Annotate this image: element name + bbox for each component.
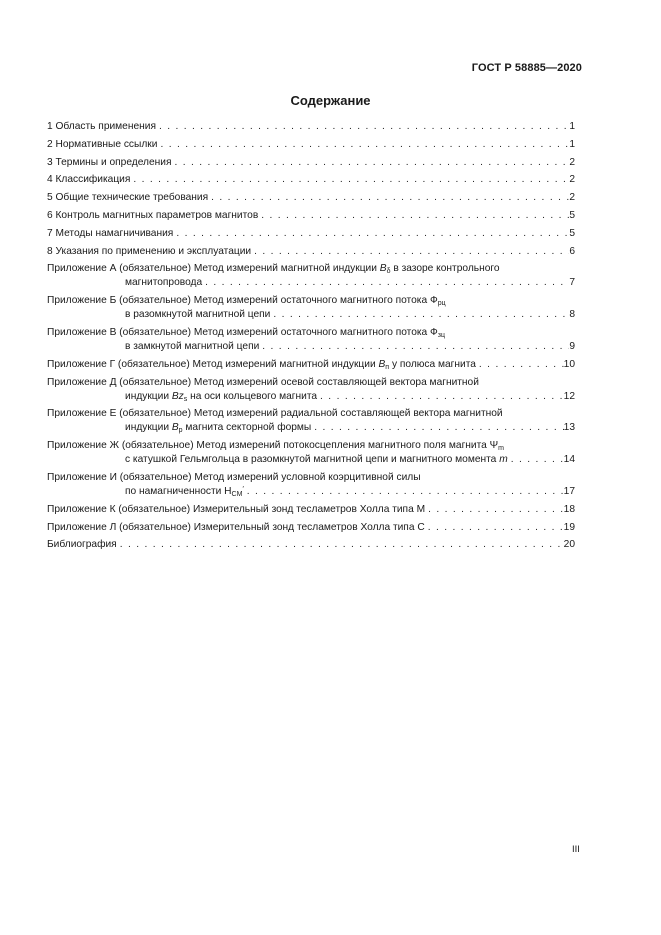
symbol-psi-m: m [498, 445, 505, 453]
toc-entry-6[interactable] [47, 210, 575, 222]
dot-leader [259, 341, 569, 353]
symbol-bz-s: $Bz_s$ [171, 390, 188, 403]
dot-leader [508, 454, 564, 466]
toc-entry-label: Приложение В (обязательное) Метод измерений остаточного магнитного потока $Ф_{зц}$ [47, 326, 446, 339]
toc-entry-annex-i[interactable] [47, 472, 575, 498]
document-id: ГОСТ Р 58885—2020 [471, 62, 582, 74]
toc-entry-label-cont: магнитопровода [125, 277, 203, 289]
toc-page: 18 [563, 503, 575, 515]
toc-entry-label: Приложение Д (обязательное) Метод измерений осевой составляющей вектора магнитной [47, 376, 479, 388]
toc-entry-label: 6 Контроль магнитных параметров магнитов [47, 209, 259, 221]
dot-leader [425, 522, 564, 534]
dot-leader [270, 309, 569, 321]
toc-entry-label-cont: по намагниченности $H_{CM}'$ [125, 485, 244, 498]
dot-leader [311, 422, 563, 434]
toc-entry-annex-b[interactable] [47, 295, 575, 321]
toc-entry-label: Приложение А (обязательное) Метод измерений магнитной индукции $B_\delta$ в зазоре контрольного [47, 263, 500, 276]
toc-entry-2[interactable] [47, 139, 575, 151]
toc-entry-label: Приложение Г (обязательное) Метод измерений магнитной индукции $B_п$ у полюса магнита [47, 358, 476, 371]
toc-entry-label: 2 Нормативные ссылки [47, 138, 158, 150]
toc-entry-label-cont: в замкнутой магнитной цепи [125, 340, 260, 352]
toc-entry-label-cont: в разомкнутой магнитной цепи [125, 309, 271, 321]
toc-page: 8 [569, 309, 575, 321]
symbol-flux-closed: зц [437, 331, 446, 339]
symbol-flux-open: рц [437, 300, 446, 308]
toc-page: 9 [569, 340, 575, 352]
toc-page: 1 [569, 138, 575, 150]
toc-entry-annex-d[interactable] [47, 377, 575, 403]
toc-entry-annex-g[interactable] [47, 359, 575, 371]
toc-entry-annex-k[interactable] [47, 504, 575, 516]
dot-leader [130, 174, 569, 186]
dot-leader [202, 277, 569, 289]
dot-leader [117, 539, 564, 551]
dot-leader [251, 246, 569, 258]
toc-entry-annex-l[interactable] [47, 522, 575, 534]
toc-page: 6 [569, 245, 575, 257]
toc-entry-label: Приложение Б (обязательное) Метод измерений остаточного магнитного потока $Ф_{рц}$ [47, 295, 446, 308]
toc-entry-5[interactable] [47, 192, 575, 204]
toc-entry-label-cont: индукции $B_p$ магнита секторной формы [125, 422, 312, 435]
toc-page: 20 [563, 539, 575, 551]
table-of-contents [47, 121, 575, 557]
dot-leader [156, 121, 569, 133]
toc-entry-3[interactable] [47, 157, 575, 169]
toc-entry-label: Приложение Ж (обязательное) Метод измерений потокосцепления магнитного поля магнита $\Psi_m$ [47, 440, 505, 453]
symbol-b-delta: $B_\delta$ [379, 263, 391, 276]
toc-entry-label: 4 Классификация [47, 174, 131, 186]
page-number: III [572, 844, 580, 855]
toc-page: 5 [569, 227, 575, 239]
toc-entry-label: 7 Методы намагничивания [47, 227, 174, 239]
toc-entry-8[interactable] [47, 246, 575, 258]
toc-entry-label: 5 Общие технические требования [47, 192, 209, 204]
toc-page: 2 [569, 156, 575, 168]
dot-leader [173, 228, 569, 240]
toc-entry-label: Библиография [47, 539, 117, 551]
toc-entry-label: Приложение Л (обязательное) Измерительный зонд тесламетров Холла типа С [47, 521, 425, 533]
toc-title: Содержание [290, 93, 371, 108]
toc-entry-4[interactable] [47, 174, 575, 186]
toc-page: 19 [563, 521, 575, 533]
dot-leader [258, 210, 569, 222]
toc-page: 13 [563, 422, 575, 434]
dot-leader [425, 504, 564, 516]
toc-page: 2 [569, 192, 575, 204]
toc-entry-annex-v[interactable] [47, 327, 575, 353]
dot-leader [208, 192, 569, 204]
toc-page: 10 [563, 358, 575, 370]
dot-leader [476, 359, 564, 371]
toc-entry-label: 1 Область применения [47, 121, 156, 132]
toc-entry-label: 8 Указания по применению и эксплуатации [47, 245, 252, 257]
toc-page: 14 [563, 454, 575, 466]
toc-page: 1 [569, 121, 575, 132]
toc-page: 7 [569, 277, 575, 289]
toc-entry-label: Приложение И (обязательное) Метод измерений условной коэрцитивной силы [47, 471, 421, 483]
toc-entry-label-cont: индукции $Bz_s$ на оси кольцевого магнита [125, 390, 318, 403]
toc-page: 5 [569, 209, 575, 221]
toc-page: 17 [563, 485, 575, 497]
dot-leader [244, 486, 564, 498]
dot-leader [157, 139, 569, 151]
toc-entry-annex-zh[interactable] [47, 440, 575, 466]
toc-page: 12 [563, 390, 575, 402]
toc-entry-annex-e[interactable] [47, 408, 575, 434]
toc-entry-annex-a[interactable] [47, 263, 575, 289]
toc-entry-bibliography[interactable] [47, 539, 575, 551]
toc-entry-1[interactable] [47, 121, 575, 133]
toc-page: 2 [569, 174, 575, 186]
toc-entry-label: 3 Термины и определения [47, 156, 172, 168]
dot-leader [171, 157, 569, 169]
symbol-b-pole: $B_п$ [378, 358, 390, 371]
dot-leader [317, 391, 564, 403]
symbol-b-p: $B_p$ [171, 422, 183, 435]
toc-entry-7[interactable] [47, 228, 575, 240]
symbol-h-cm: $_{CM}$′ [231, 485, 244, 498]
symbol-m: m [499, 454, 508, 466]
toc-entry-label-cont: с катушкой Гельмгольца в разомкнутой магнитной цепи и магнитного момента m [125, 454, 508, 466]
toc-entry-label: Приложение К (обязательное) Измерительный зонд тесламетров Холла типа М [47, 503, 426, 515]
toc-entry-label: Приложение Е (обязательное) Метод измерений радиальной составляющей вектора магнитной [47, 408, 503, 420]
